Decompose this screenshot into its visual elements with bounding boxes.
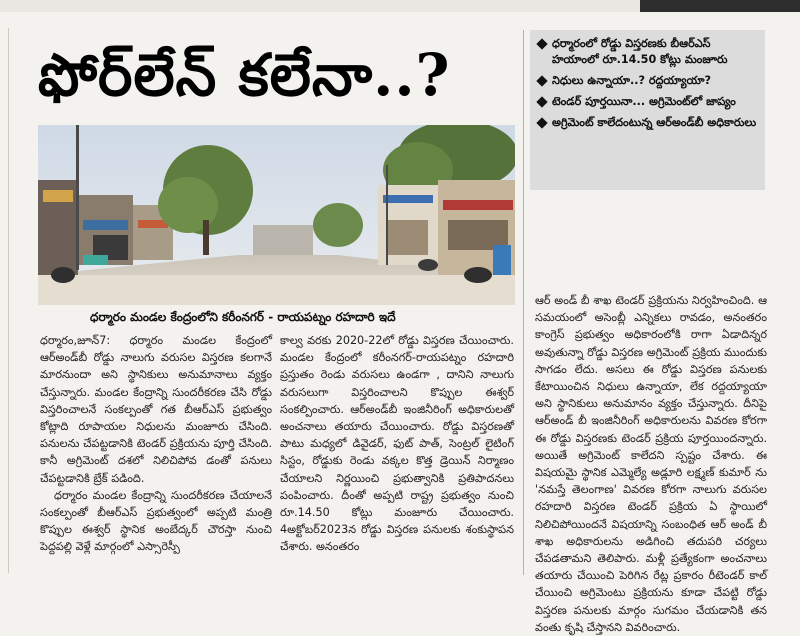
diamond-bullet-icon xyxy=(536,117,547,128)
highlight-text: అగ్రిమెంట్ కాలేదంటున్న ఆర్అండ్‌బీ అధికారులు xyxy=(552,116,757,129)
highlights-list xyxy=(530,30,765,131)
article-paragraph: ధర్మారం,జూన్7: ధర్మారం మండల కేంద్రంలో ఆర్అండ్‌బీ రోడ్డు నాలుగు వరుసల విస్తరణ కలగానే మారనుందా అని స్థానికులు అనుమానాలు వ్యక్తం చేస్తున్నారు. మండల కేంద్రాన్ని సుందరీకరణ చేసి రోడ్డు విస్తరించాలనే సంకల్పంతో గత బీఆర్ఎస్ ప్రభుత్వం కోట్లాది రూపాయల నిధులను మంజూరు చేసింది. పనులను చేపట్టడానికి టెండర్ ప్రక్రియను పూర్తి చేసింది. కానీ అగ్రిమెంట్ దశలో నిలిచిపోవ డంతో పనులు చేపట్టడానికి బ్రేక్ పడింది. xyxy=(40,334,272,485)
article-paragraph: కాల్వ వరకు 2020-22లో రోడ్డు విస్తరణ చేయించారు. మండల కేంద్రంలో కరీంనగర్-రాయపట్నం రహదారి ప్రస్తుతం రెండు వరుసలు ఉండగా , దానిని నాలుగు వరుసలుగా విస్తరించాలని కొప్పుల ఈశ్వర్ సంకల్పించారు. ఆర్అండ్‌బీ ఇంజినీరింగ్ అధికారులతో అంచనాలు తయారు చేయించారు. రోడ్డు విస్తరణతో పాటు మధ్యలో డివైడర్, ఫుట్ పాత్, సెంట్రల్ లైటింగ్ సిస్టం, రోడ్డుకు రెండు వక్కల కొత్త డ్రెయిన్ నిర్మాణం చేయాలని నిర్ణయించి ప్రభుత్వానికి ప్రతిపాదనలు పంపించారు. దీంతో అప్పటి రాష్ట్ర ప్రభుత్వం నుంచి రూ.14.50 కోట్లు మంజూరు చేయించారు. 4అక్టోబర్2023న రోడ్డు విస్తరణ పనులకు శంకుస్థాపన చేశారు. అనంతరం xyxy=(280,334,514,554)
article-column-1 xyxy=(40,332,272,556)
photo-caption: ధర్మారం మండల కేంద్రంలోని కరీంనగర్ - రాయపట్నం రహదారి ఇదే xyxy=(90,310,396,324)
top-bar xyxy=(0,0,800,12)
article-paragraph: ధర్మారం మండల కేంద్రాన్ని సుందరీకరణ చేయాలనే సంకల్పంతో బీఆర్ఎస్ ప్రభుత్వంలో అప్పటి మంత్రి కొప్పుల ఈశ్వర్ స్థానిక అంబేద్కర్ చౌరస్తా నుంచి పెద్దపల్లి వెళ్లే మార్గంలో ఎస్సారెస్పీ xyxy=(40,488,272,554)
article-paragraph: ఆర్ అండ్ బీ శాఖ టెండర్ ప్రక్రియను నిర్వహించింది. ఆ సమయంలో అసెంబ్లీ ఎన్నికలు రావడం, అనంతరం కాంగ్రెస్ ప్రభుత్వం అధికారంలోకి రాగా ఏడాదిన్నర అవుతున్నా రోడ్డు విస్తరణ అగ్రిమెంట్ ప్రక్రియ ముందుకు సాగడం లేదు. అసలు ఈ రోడ్డు విస్తరణ పనులకు కేటాయించిన నిధులు ఉన్నాయా, లేక రద్దయ్యాయా అని స్థానికులు అనుమానం వ్యక్తం చేస్తున్నారు. దీనిపై ఆర్అండ్ బీ ఇంజినీరింగ్ అధికారులను వివరణ కోరగా ఈ రోడ్డు విస్తరణకు టెండర్ ప్రక్రియ పూర్తయిందన్నారు. అయితే అగ్రిమెంట్ కాలేదని స్పష్టం చేశారు. ఈ విషయమై స్థానిక ఎమ్మెల్యే అడ్లూరి లక్ష్మణ్ కుమార్ ను 'నమస్తే తెలంగాణ' వివరణ కోరగా నాలుగు వరుసల రహదారి విస్తరణ టెండర్ ప్రక్రియ ఏ స్థాయిలో నిలిచిపోయిందనే విషయాన్ని సంబంధిత ఆర్ అండ్ బీ శాఖ అధికారులను అడిగించి తదుపరి చర్యలు చేపడతామని తెలిపారు. మళ్లీ ప్రత్యేకంగా అంచనాలు తయారు చేయించి పెరిగిన రేట్ల ప్రకారం రీటెండర్ కాల్ చేయించి అగ్రిమెంటు ప్రక్రియను కూడా చేపట్టి రోడ్డు విస్తరణ పనులకు మార్గం సుగమం చేయడానికి తన వంతు కృషి చేస్తానని వివరించారు. xyxy=(535,294,767,634)
highlight-item xyxy=(538,73,759,89)
highlight-text: నిధులు ఉన్నాయా..? రద్దయ్యాయా? xyxy=(552,74,711,87)
highlight-item xyxy=(538,36,759,68)
column-divider xyxy=(523,30,524,575)
highlight-text: టెండర్ పూర్తయినా... అగ్రిమెంట్‌లో జాప్యం xyxy=(552,95,736,108)
highlight-item xyxy=(538,94,759,110)
highlight-text: ధర్మారంలో రోడ్డు విస్తరణకు బీఆర్ఎస్ హయాంలో రూ.14.50 కోట్లు మంజూరు xyxy=(552,37,728,66)
article-column-3 xyxy=(535,292,767,636)
headline: ఫోర్‌లేన్ కలేనా..? xyxy=(38,41,451,109)
street-photo xyxy=(38,125,515,305)
highlights-box xyxy=(530,30,765,190)
diamond-bullet-icon xyxy=(536,38,547,49)
article-column-2 xyxy=(280,332,514,556)
diamond-bullet-icon xyxy=(536,96,547,107)
diamond-bullet-icon xyxy=(536,75,547,86)
top-bar-dark-block xyxy=(640,0,800,12)
street-photo-illustration xyxy=(38,125,515,305)
left-rule xyxy=(8,28,9,573)
highlight-item xyxy=(538,115,759,131)
